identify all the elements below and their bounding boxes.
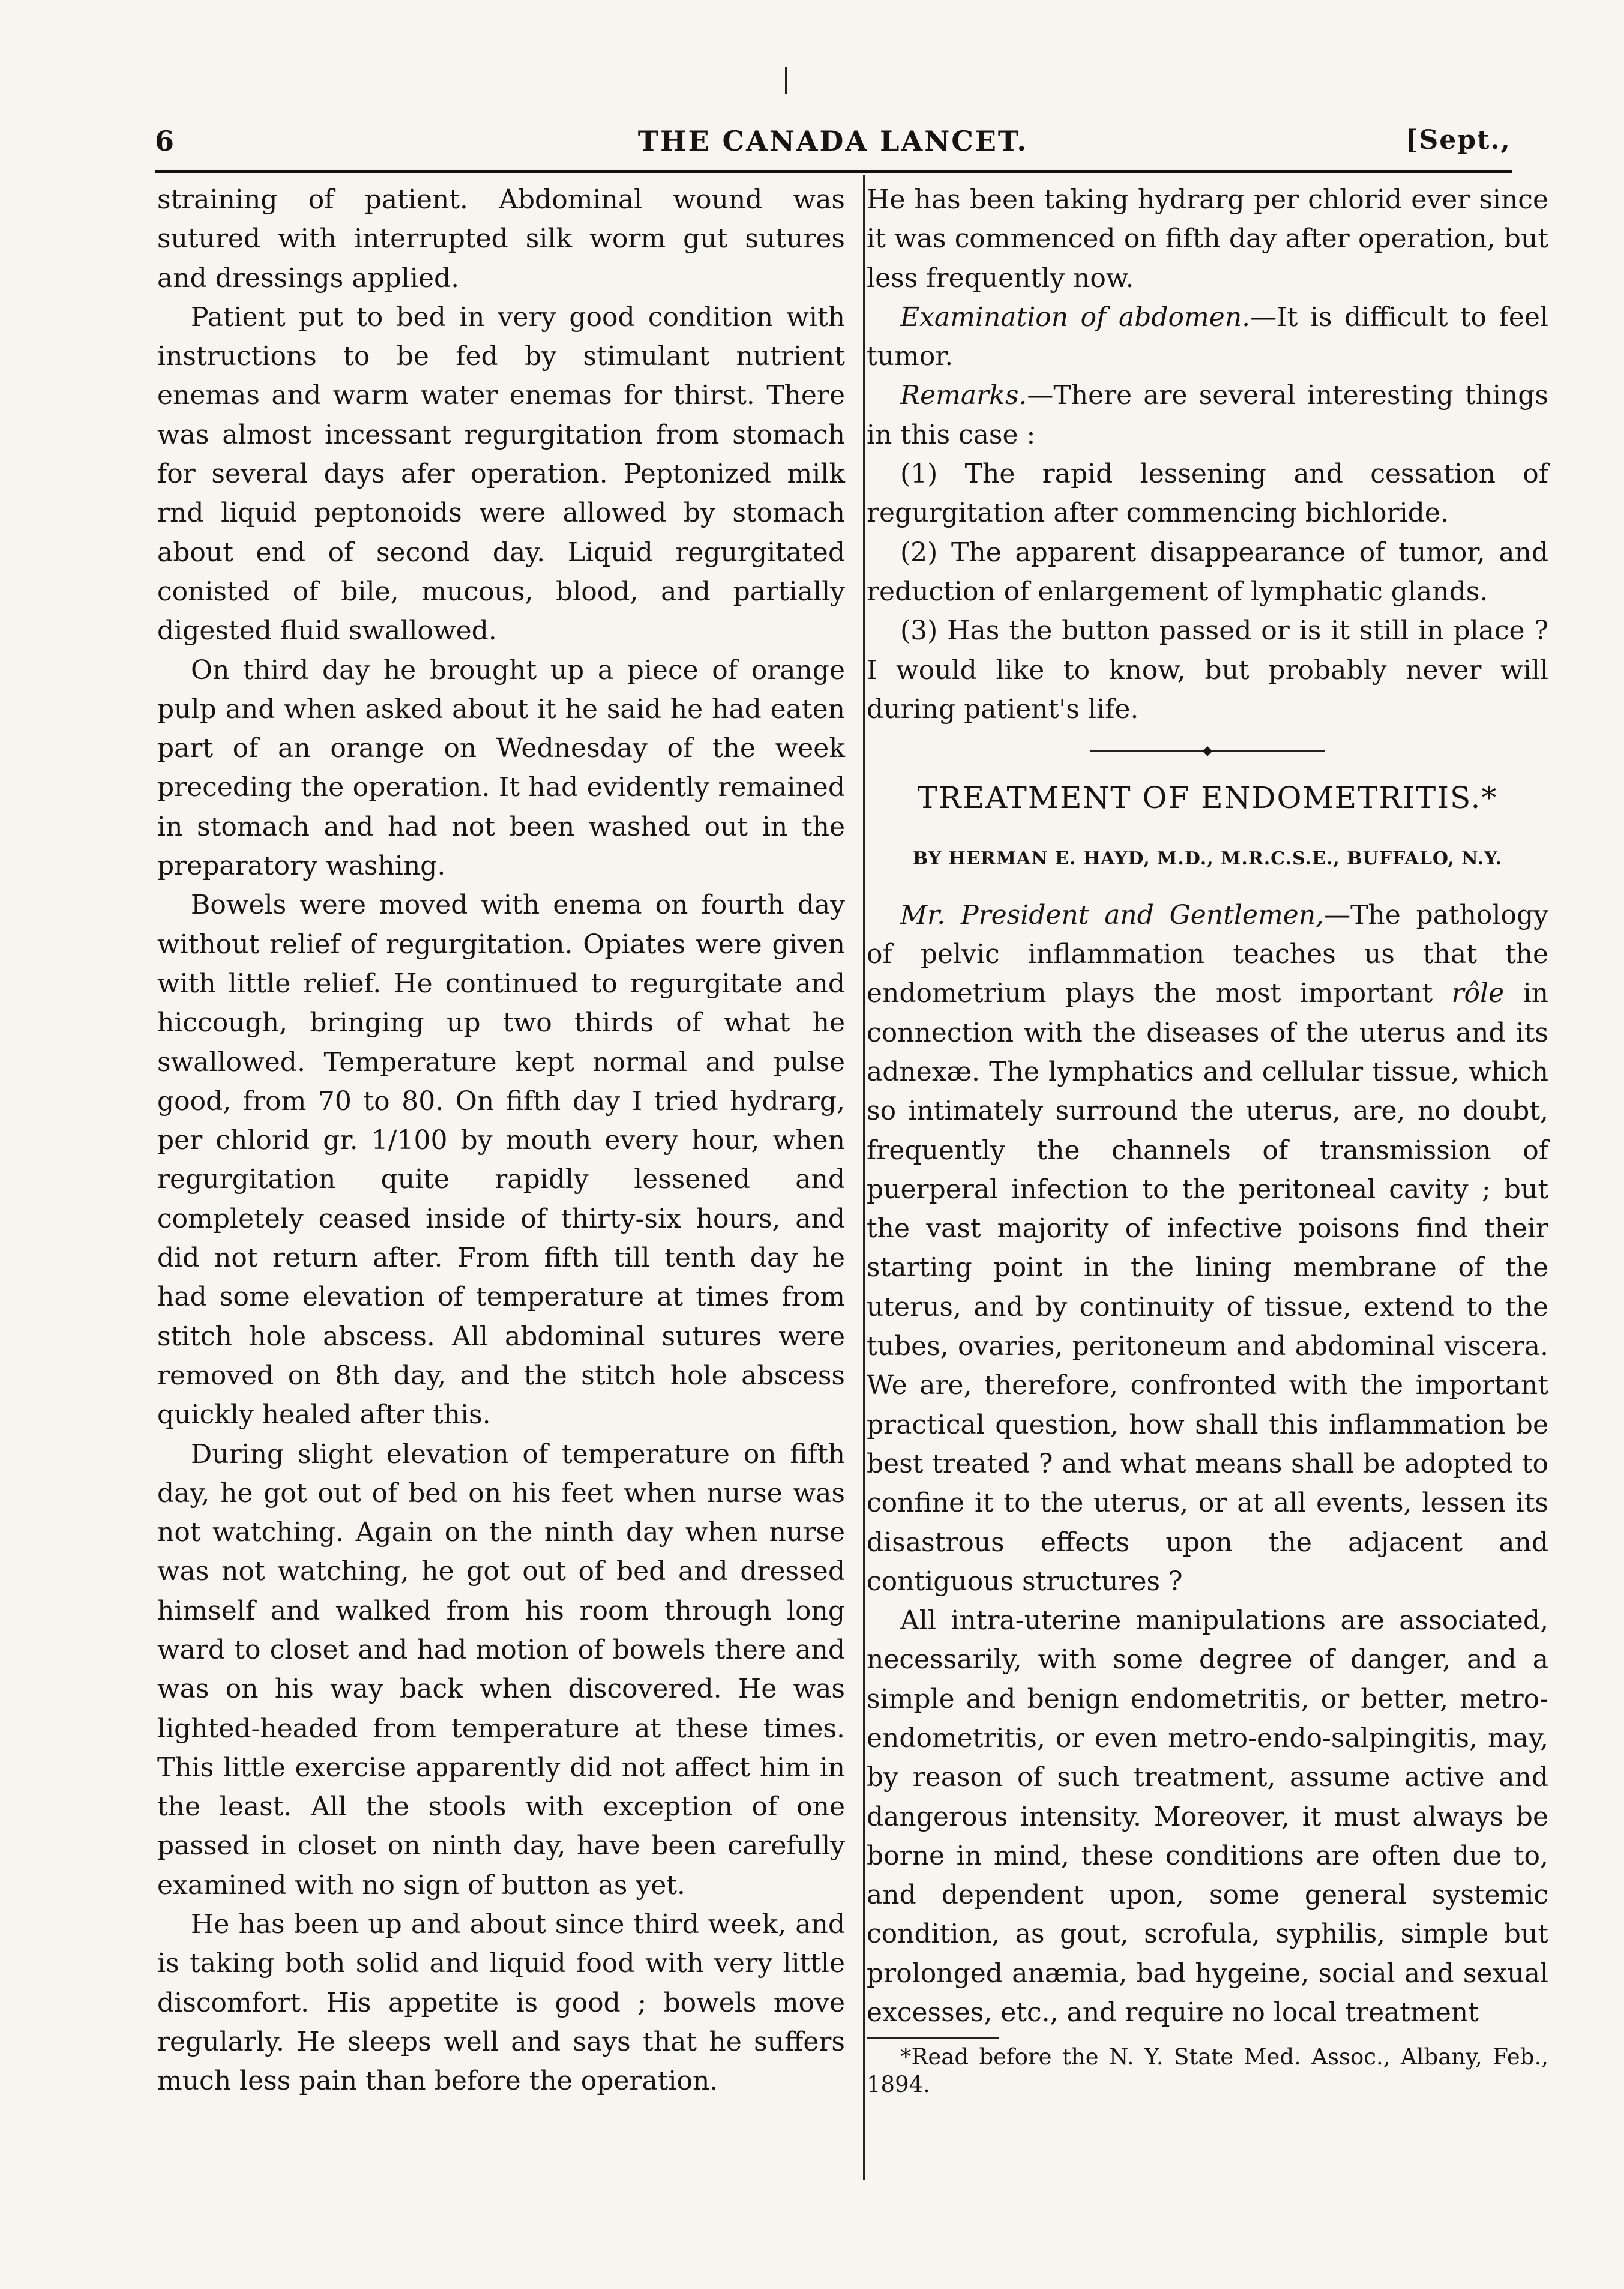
dose-fraction: 1/100 (371, 1125, 448, 1156)
page-header (155, 125, 1511, 167)
column-divider (863, 175, 865, 2180)
article-title: TREATMENT OF ENDOMETRITIS.* (917, 780, 1498, 816)
running-date: [Sept., (1405, 125, 1511, 155)
paragraph-text: —The pathology of pelvic inflammation teaches us that the endometrium plays the most important (867, 899, 1548, 1009)
article-byline: BY HERMAN E. HAYD, M.D., M.R.C.S.E., BUFFALO, N.Y. (912, 848, 1503, 870)
section-label: Remarks. (900, 380, 1027, 411)
section-label: Examination of abdomen. (900, 301, 1251, 333)
ornamental-rule: ◆ (1090, 750, 1325, 761)
paragraph (157, 885, 845, 1434)
paragraph (867, 376, 1548, 454)
left-column (157, 180, 845, 2101)
footnote-text: *Read before the N. Y. State Med. Assoc., Albany, Feb., 1894. (867, 2044, 1548, 2098)
paragraph (867, 896, 1548, 1601)
paragraph: All intra-uterine manipulations are associated, necessarily, with some degree of danger, and a simple and benign endometritis, or better, metro-endometritis, or even metro-endo-salpingitis, may, by reason of such treatment, assume active and dangerous intensity. Moreover, it must always be borne in mind, these conditions are often due to, and dependent upon, some general systemic condition, as gout, scrofula, syphilis, simple but prolonged anæmia, bad hygeine, social and sexual excesses, etc., and require no local treatment (867, 1605, 1548, 2028)
footnote (867, 2043, 1548, 2099)
running-title: THE CANADA LANCET. (637, 125, 1029, 157)
right-column (867, 180, 1548, 2099)
paragraph: Patient put to bed in very good condition with instructions to be fed by stimulant nutrient enemas and warm water enemas for thirst. There was almost incessant regurgitation from stomach for several days afer operation. Peptonized milk rnd liquid peptonoids were allowed by stomach about end of second day. Liquid regurgitated conisted of bile, mucous, blood, and partially digested fluid swallowed. (157, 301, 845, 647)
paragraph: During slight elevation of temperature on fifth day, he got out of bed on his feet when nurse was not watching. Again on the ninth day when nurse was not watching, he got out of bed and dressed himself and walked from his room through long ward to closet and had motion of bowels there and was on his way back when discovered. He was lighted-headed from temperature at these times. This little exercise apparently did not affect him in the least. All the stools with exception of one passed in closet on ninth day, have been carefully examined with no sign of button as yet. (157, 1438, 845, 1901)
paragraph (867, 298, 1548, 376)
list-item: (2) The apparent disappearance of tumor, and reduction of enlargement of lymphatic glands. (867, 537, 1548, 607)
footnote-rule (867, 2037, 999, 2039)
salutation: Mr. President and Gentlemen, (900, 899, 1325, 930)
paragraph-text: Bowels were moved with enema on fourth day without relief of regurgitation. Opiates were given with little relief. He continued to regurgitate and hiccough, bringing up two thirds of what he swallowed. Temperature kept normal and pulse good, from 70 to 80. On fifth day I tried hydrarg, per chlorid gr. (157, 890, 845, 1156)
paragraph: He has been up and about since third week, and is taking both solid and liquid food with very little discomfort. His appetite is good ; bowels move regularly. He sleeps well and says that he suffers much less pain than before the operation. (157, 1909, 845, 2097)
print-mark (785, 67, 787, 94)
list-item: (3) Has the button passed or is it still in place ? I would like to know, but probably never will during patient's life. (867, 615, 1548, 725)
page-number: 6 (155, 125, 175, 157)
paragraph-text: in connection with the diseases of the uterus and its adnexæ. The lymphatics and cellular tissue, which so intimately surround the uterus, are, no doubt, frequently the channels of transmission of puerperal infection to the peritoneal cavity ; but the vast majority of infective poisons find their starting point in the lining membrane of the uterus, and by continuity of tissue, extend to the tubes, ovaries, peritoneum and abdominal viscera. We are, therefore, confronted with the important practical question, how shall this inflammation be best treated ? and what means shall be adopted to confine it to the uterus, or at all events, lessen its disastrous effects upon the adjacent and contiguous structures ? (867, 978, 1548, 1597)
header-rule (155, 170, 1512, 173)
paragraph-text: —It is difficult to feel tumor. (867, 301, 1548, 372)
paragraph: straining of patient. Abdominal wound was sutured with interrupted silk worm gut sutures and dressings applied. (157, 184, 845, 294)
paragraph: He has been taking hydrarg per chlorid ever since it was commenced on fifth day after operation, but less frequently now. (867, 184, 1548, 294)
list-item: (1) The rapid lessening and cessation of regurgitation after commencing bichloride. (867, 459, 1548, 529)
paragraph: On third day he brought up a piece of orange pulp and when asked about it he said he had eaten part of an orange on Wednesday of the week preceding the operation. It had evidently remained in stomach and had not been washed out in the preparatory washing. (157, 654, 845, 882)
italic-term: rôle (1451, 978, 1505, 1009)
paragraph-text: —There are several interesting things in this case : (867, 380, 1548, 450)
paragraph-text: by mouth every hour, when regurgitation quite rapidly lessened and completely ceased inside of thirty-six hours, and did not return after. From fifth till tenth day he had some elevation of temperature at times from stitch hole abscess. All abdominal sutures were removed on 8th day, and the stitch hole abscess quickly healed after this. (157, 1125, 845, 1431)
